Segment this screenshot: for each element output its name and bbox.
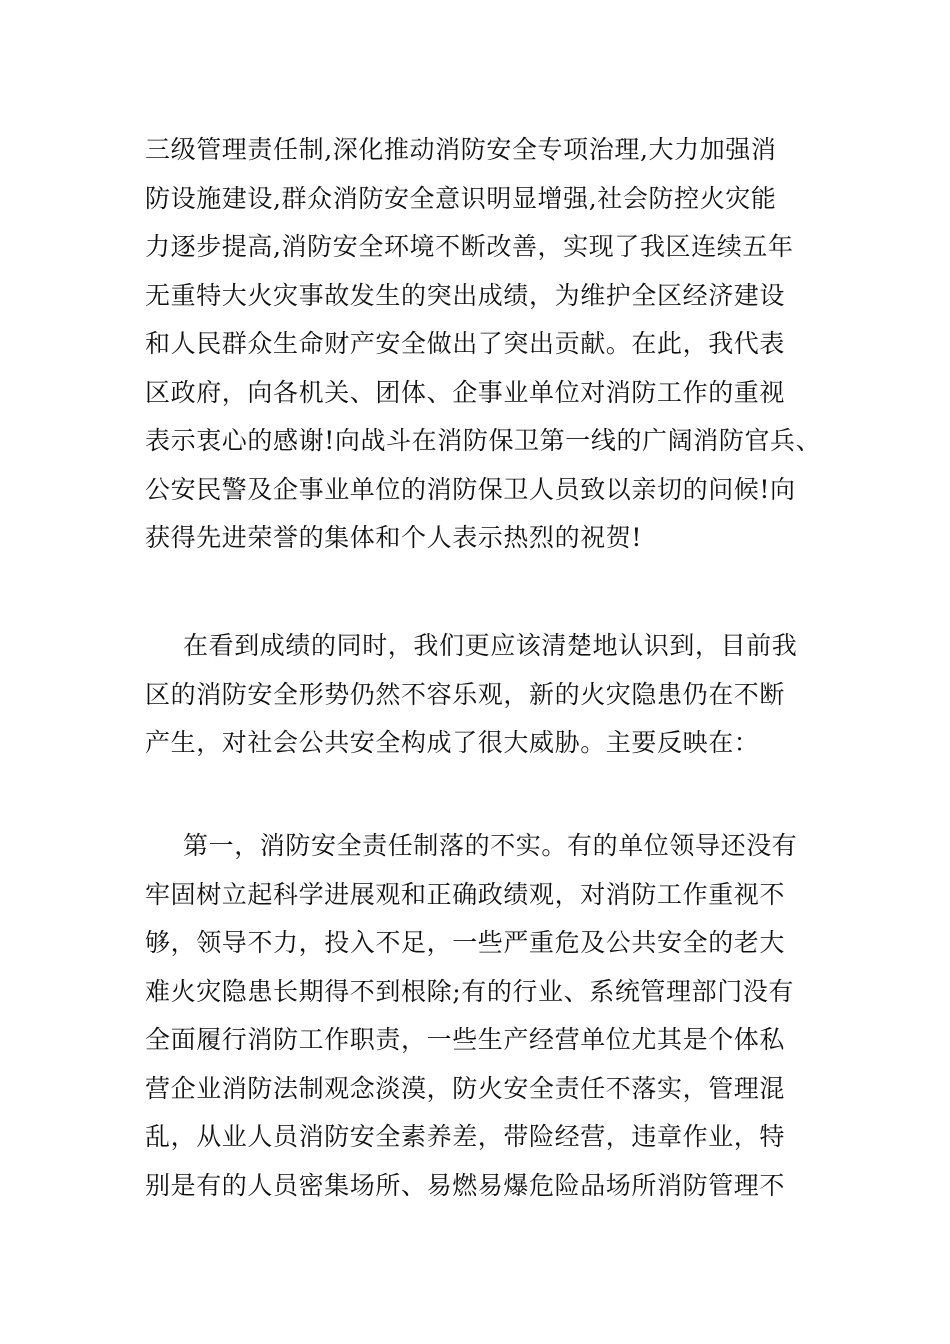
text-line: 力逐步提高,消防安全环境不断改善，实现了我区连续五年 — [145, 232, 794, 261]
text-line: 表示衷心的感谢!向战斗在消防保卫第一线的广阔消防官兵、 — [145, 426, 822, 455]
text-line: 全面履行消防工作职责，一些生产经营单位尤其是个体私 — [145, 1025, 786, 1054]
text-line: 乱，从业人员消防安全素养差，带险经营，违章作业，特 — [145, 1122, 786, 1151]
text-line: 区政府，向各机关、团体、企事业单位对消防工作的重视 — [145, 377, 786, 407]
paragraph-2 — [145, 622, 815, 768]
text-line: 和人民群众生命财产安全做出了突出贡献。在此，我代表 — [145, 329, 786, 358]
paragraph-3 — [145, 822, 815, 1210]
paragraph-1 — [145, 126, 822, 563]
text-line: 营企业消防法制观念淡漠，防火安全责任不落实，管理混 — [145, 1073, 786, 1103]
text-line: 公安民警及企事业单位的消防保卫人员致以亲切的问候!向 — [145, 474, 796, 504]
text-line: 别是有的人员密集场所、易燃易爆危险品场所消防管理不 — [145, 1170, 786, 1200]
text-line: 三级管理责任制,深化推动消防安全专项治理,大力加强消 — [145, 135, 777, 164]
text-line: 无重特大火灾事故发生的突出成绩，为维护全区经济建设 — [145, 280, 786, 310]
text-line: 第一，消防安全责任制落的不实。有的单位领导还没有 — [183, 831, 798, 860]
text-line: 防设施建设,群众消防安全意识明显增强,社会防控火灾能 — [145, 183, 777, 213]
text-line: 获得先进荣誉的集体和个人表示热烈的祝贺! — [145, 523, 643, 552]
text-line: 产生，对社会公共安全构成了很大威胁。主要反映在： — [145, 728, 760, 757]
text-line: 区的消防安全形势仍然不容乐观，新的火灾隐患仍在不断 — [145, 679, 786, 709]
text-line: 牢固树立起科学进展观和正确政绩观，对消防工作重视不 — [145, 879, 786, 909]
text-line: 难火灾隐患长期得不到根除;有的行业、系统管理部门没有 — [145, 976, 795, 1006]
text-line: 在看到成绩的同时，我们更应该清楚地认识到，目前我 — [183, 631, 798, 660]
text-line: 够，领导不力，投入不足，一些严重危及公共安全的老大 — [145, 928, 786, 957]
